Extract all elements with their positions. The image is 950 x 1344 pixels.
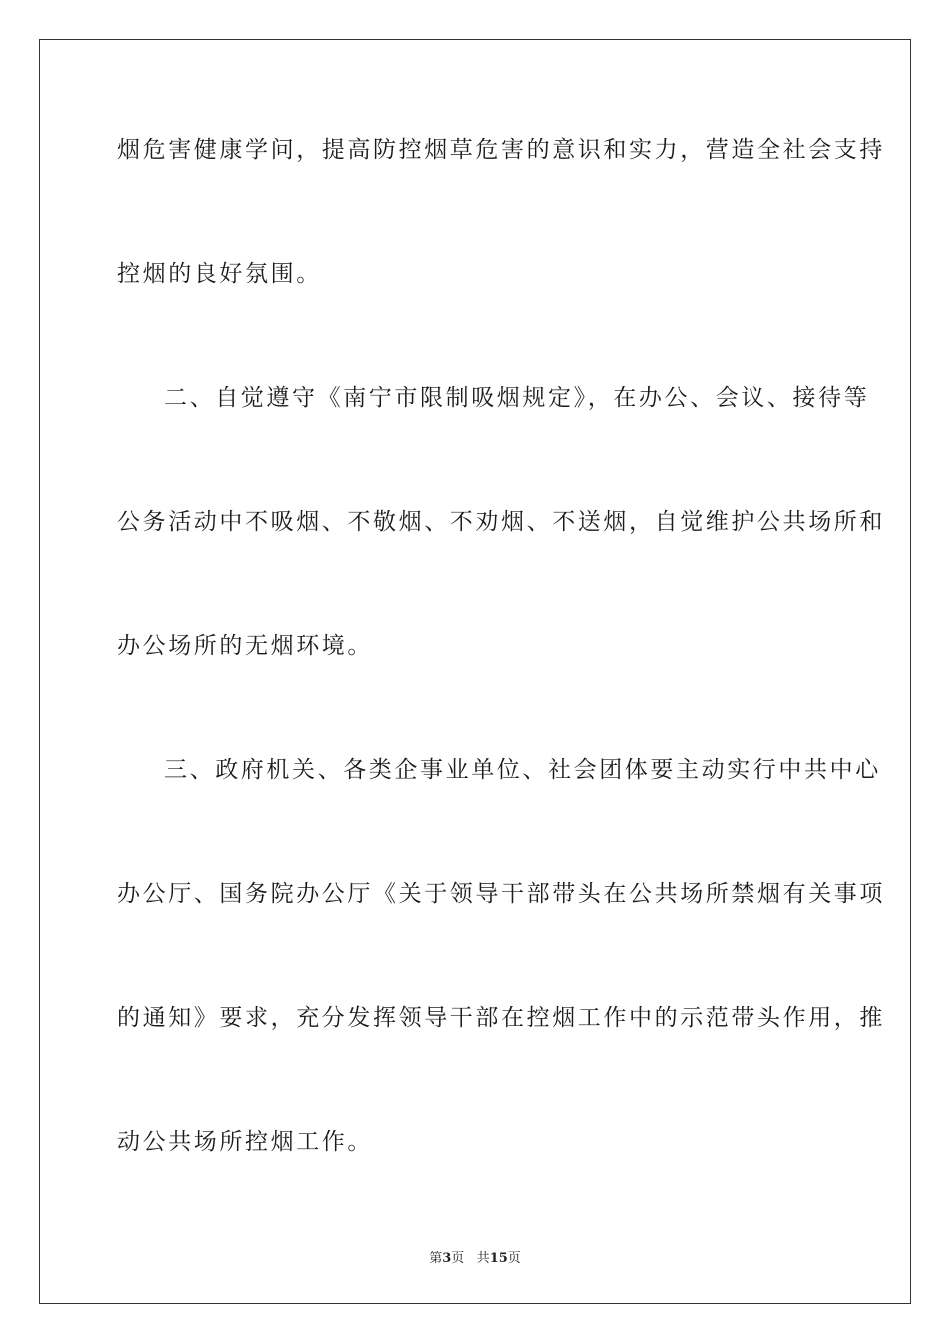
page-border [39, 39, 911, 1304]
page-prefix: 第 [429, 1251, 443, 1266]
paragraph-3-line-3: 的通知》要求，充分发挥领导干部在控烟工作中的示范带头作用，推 [117, 1005, 885, 1031]
body-line-2: 控烟的良好氛围。 [117, 261, 322, 287]
paragraph-2-line-1: 二、自觉遵守《南宁市限制吸烟规定》，在办公、会议、接待等 [164, 385, 870, 411]
body-line-1: 烟危害健康学问，提高防控烟草危害的意识和实力，营造全社会支持 [117, 137, 885, 163]
total-prefix: 共 [476, 1251, 490, 1266]
paragraph-2-line-3: 办公场所的无烟环境。 [117, 633, 373, 659]
total-pages: 15 [489, 1251, 508, 1266]
page-footer [0, 1247, 950, 1266]
total-suffix: 页 [507, 1251, 521, 1266]
page-suffix: 页 [451, 1251, 465, 1266]
paragraph-3-line-2: 办公厅、国务院办公厅《关于领导干部带头在公共场所禁烟有关事项 [117, 881, 885, 907]
paragraph-3-line-4: 动公共场所控烟工作。 [117, 1129, 373, 1155]
paragraph-2-line-2: 公务活动中不吸烟、不敬烟、不劝烟、不送烟，自觉维护公共场所和 [117, 509, 885, 535]
paragraph-3-line-1: 三、政府机关、各类企事业单位、社会团体要主动实行中共中心 [164, 757, 881, 783]
page-number: 3 [442, 1251, 452, 1266]
